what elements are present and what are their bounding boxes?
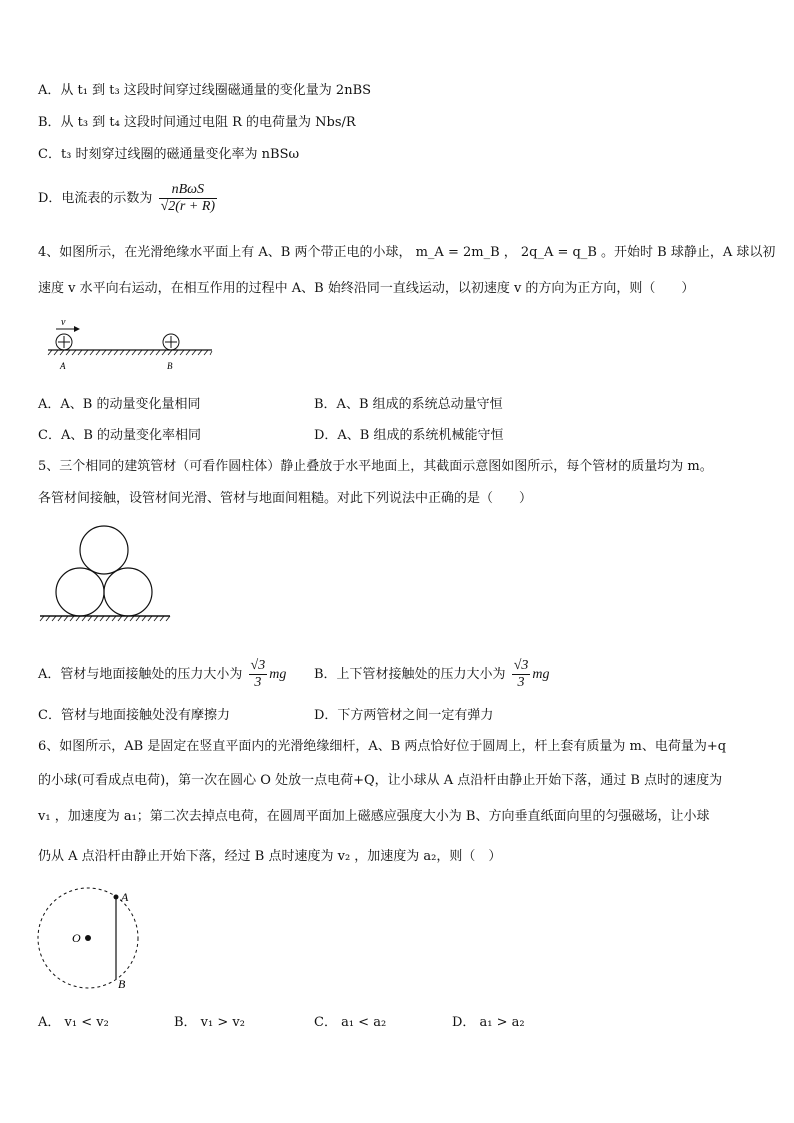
q6-stem-line-2: 的小球(可看成点电荷)，第一次在圆心 O 处放一点电荷+Q，让小球从 A 点沿杆由静止开始下落，通过 B 点时的速度为 [38, 773, 723, 788]
q4-option-a: A．A、B 的动量变化量相同 [38, 397, 201, 412]
bottom-right-pipe [104, 568, 152, 616]
q4-option-b: B．A、B 组成的系统总动量守恒 [314, 397, 503, 412]
q4-figure [44, 314, 220, 372]
q5-stem-line-2: 各管材间接触，设管材间光滑、管材与地面间粗糙。对此下列说法中正确的是（ ） [38, 491, 533, 506]
ball-a-label: A [60, 361, 66, 371]
q5-figure [38, 520, 198, 624]
bottom-left-pipe [56, 568, 104, 616]
center-o [85, 935, 91, 941]
point-a-label: A [121, 890, 129, 904]
q5-option-b-label: B．上下管材接触处的压力大小为 [314, 667, 506, 682]
fraction-numerator: √3 [250, 658, 266, 673]
fraction-denominator: 3 [517, 675, 525, 690]
q3-option-a: A．从 t₁ 到 t₃ 这段时间穿过线圈磁通量的变化量为 2nBS [38, 83, 372, 98]
fraction-numerator: √3 [513, 658, 529, 673]
velocity-arrowhead [74, 326, 80, 332]
q5-option-a-fraction [249, 658, 268, 691]
q6-option-a: A． v₁ < v₂ [38, 1015, 109, 1030]
q5-option-d: D．下方两管材之间一定有弹力 [314, 708, 494, 723]
fraction-unit: mg [532, 667, 550, 682]
q3-option-c: C．t₃ 时刻穿过线圈的磁通量变化率为 nBSω [38, 147, 300, 162]
point-b-label: B [118, 977, 126, 991]
q5-option-a-label: A．管材与地面接触处的压力大小为 [38, 667, 243, 682]
fraction-numerator: nBωS [159, 182, 217, 199]
ground-hatching [48, 350, 212, 355]
q3-option-d [38, 182, 219, 215]
ground-hatching [40, 616, 170, 621]
q6-stem-line-3: v₁ ，加速度为 a₁；第二次去掉点电荷，在圆周平面加上磁感应强度大小为 B、方向垂直纸面向里的匀强磁场，让小球 [38, 809, 710, 824]
fraction-denominator: 3 [254, 675, 262, 690]
top-pipe [80, 526, 128, 574]
q5-option-a [38, 658, 286, 691]
center-o-label: O [72, 931, 81, 945]
q5-stem-line-1: 5、三个相同的建筑管材（可看作圆柱体）静止叠放于水平地面上，其截面示意图如图所示，每个管材的质量均为 m。 [38, 459, 713, 474]
q6-option-b: B． v₁ > v₂ [174, 1015, 245, 1030]
ball-b-label: B [167, 361, 173, 371]
q4-option-d: D．A、B 组成的系统机械能守恒 [314, 428, 504, 443]
q4-stem-line-1: 4、如图所示，在光滑绝缘水平面上有 A、B 两个带正电的小球， m_A = 2m_B ， 2q_A = q_B 。开始时 B 球静止，A 球以初 [38, 245, 776, 260]
q6-stem-line-1: 6、如图所示，AB 是固定在竖直平面内的光滑绝缘细杆，A、B 两点恰好位于圆周上，杆上套有质量为 m、电荷量为+q [38, 739, 727, 754]
q6-stem-line-4: 仍从 A 点沿杆由静止开始下落，经过 B 点时速度为 v₂ ，加速度为 a₂，则（ ） [38, 849, 502, 864]
q5-option-c: C．管材与地面接触处没有摩擦力 [38, 708, 230, 723]
fraction-unit: mg [269, 667, 287, 682]
fraction-denominator: √2(r + R) [160, 199, 216, 214]
q5-option-b-fraction [512, 658, 531, 691]
q6-option-d: D． a₁ > a₂ [452, 1015, 525, 1030]
q6-figure [36, 882, 176, 992]
q3-option-d-label: D．电流表的示数为 [38, 191, 153, 206]
q4-option-c: C．A、B 的动量变化率相同 [38, 428, 202, 443]
point-a [114, 895, 119, 900]
q4-stem-line-2: 速度 v 水平向右运动，在相互作用的过程中 A、B 始终沿同一直线运动，以初速度 v 的方向为正方向，则（ ） [38, 281, 695, 296]
q3-option-d-fraction [159, 182, 217, 215]
q5-option-b [314, 658, 550, 691]
velocity-label: v [61, 317, 66, 328]
q6-option-c: C． a₁ < a₂ [314, 1015, 387, 1030]
q3-option-b: B．从 t₃ 到 t₄ 这段时间通过电阻 R 的电荷量为 Nbs/R [38, 115, 356, 130]
